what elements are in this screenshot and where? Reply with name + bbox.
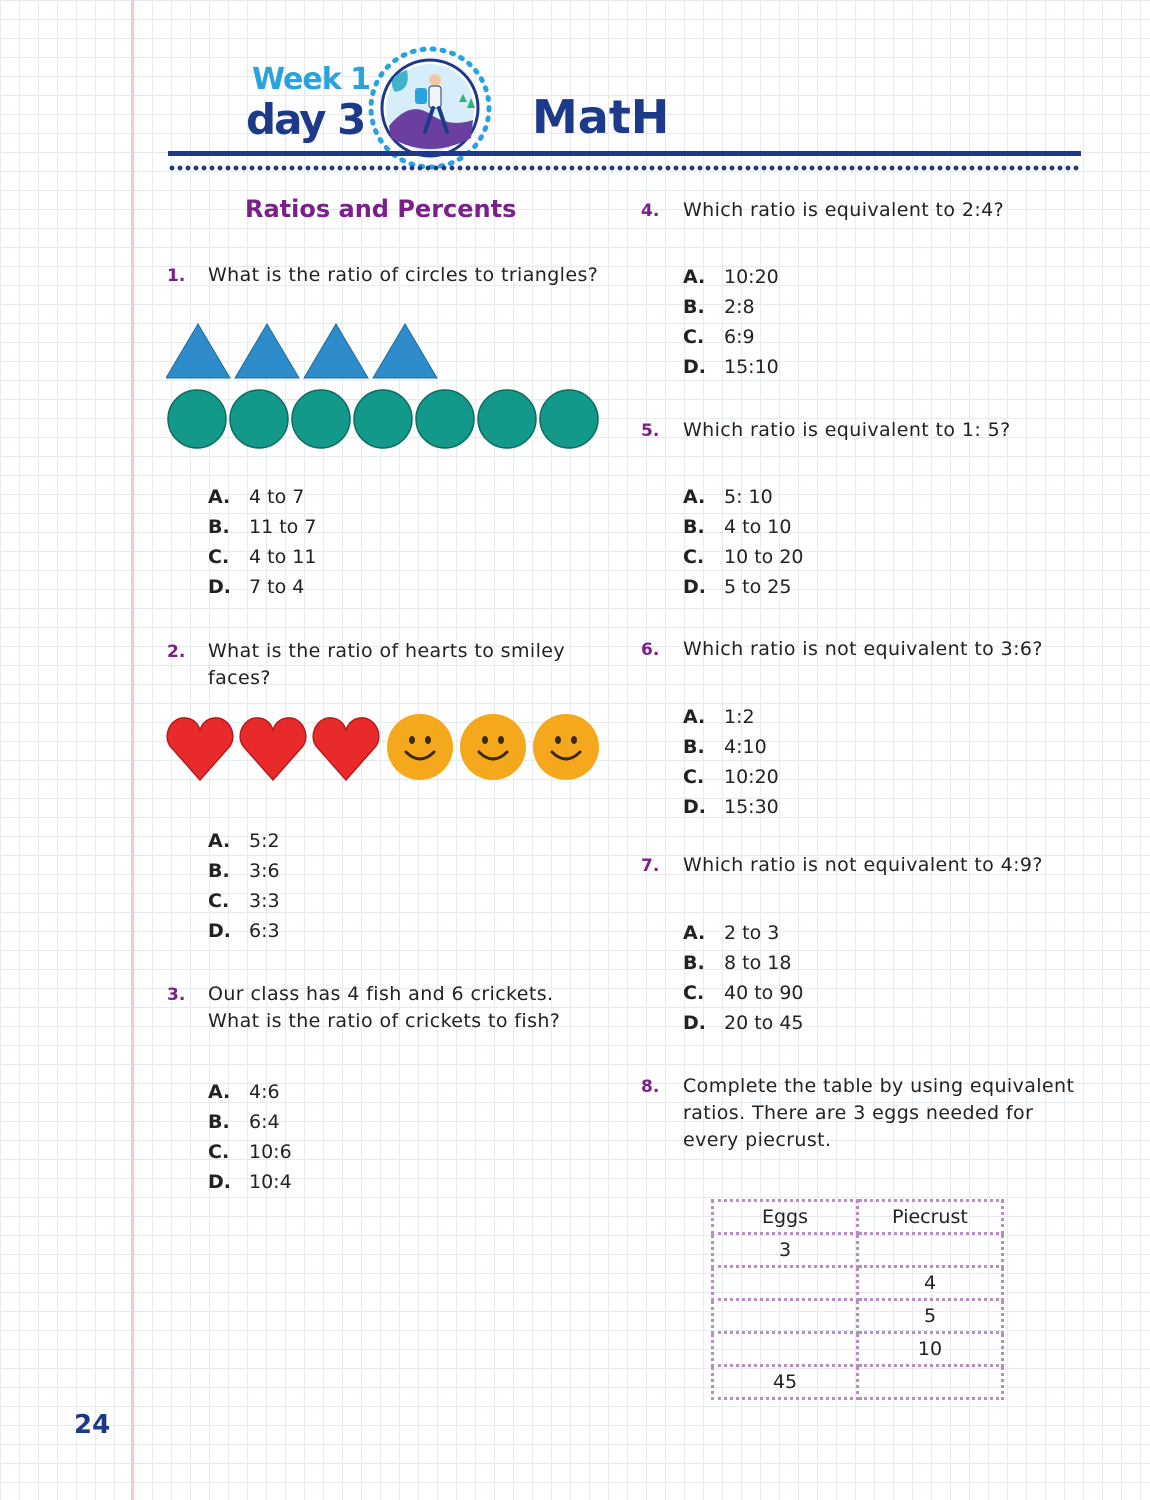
- question-6-text: Which ratio is not equivalent to 3:6?: [683, 638, 1043, 660]
- option-a[interactable]: A. 10:20: [683, 266, 779, 288]
- option-c[interactable]: C. 4 to 11: [208, 546, 317, 568]
- question-7-options: [683, 918, 804, 1038]
- question-5-number: 5.: [641, 421, 660, 441]
- circle-shape: [292, 390, 350, 448]
- option-a[interactable]: A. 2 to 3: [683, 922, 780, 944]
- question-6-options: [683, 702, 779, 822]
- option-d[interactable]: D. 6:3: [208, 920, 280, 942]
- option-d[interactable]: D. 20 to 45: [683, 1012, 804, 1034]
- circle-shape: [416, 390, 474, 448]
- question-1-shapes: [166, 320, 606, 452]
- question-1-options: [208, 482, 316, 602]
- question-4-number: 4.: [641, 201, 660, 221]
- circle-shape: [230, 390, 288, 448]
- table-row: [713, 1267, 1003, 1300]
- section-title: Ratios and Percents: [245, 195, 517, 223]
- option-b[interactable]: B. 3:6: [208, 860, 280, 882]
- question-1-number: 1.: [167, 266, 186, 286]
- question-3-text: Our class has 4 fish and 6 crickets. What is the ratio of crickets to fish?: [208, 983, 561, 1032]
- table-header-eggs: Eggs: [713, 1201, 858, 1234]
- table-cell[interactable]: 45: [713, 1366, 858, 1399]
- option-c[interactable]: C. 6:9: [683, 326, 755, 348]
- table-cell[interactable]: [713, 1267, 858, 1300]
- option-a[interactable]: A. 1:2: [683, 706, 755, 728]
- option-d[interactable]: D. 10:4: [208, 1171, 292, 1193]
- question-4-text: Which ratio is equivalent to 2:4?: [683, 199, 1005, 221]
- option-a[interactable]: A. 5: 10: [683, 486, 773, 508]
- question-3-number: 3.: [167, 985, 186, 1005]
- notebook-margin-line: [131, 0, 134, 1500]
- option-c[interactable]: C. 3:3: [208, 890, 280, 912]
- circle-shape: [540, 390, 598, 448]
- table-cell[interactable]: 4: [858, 1267, 1003, 1300]
- question-3-options: [208, 1077, 292, 1197]
- day-label: day 3: [246, 95, 365, 144]
- smiley-face-shape: [460, 714, 526, 780]
- table-cell[interactable]: 10: [858, 1333, 1003, 1366]
- option-a[interactable]: A. 5:2: [208, 830, 280, 852]
- question-5-text: Which ratio is equivalent to 1: 5?: [683, 419, 1011, 441]
- question-5-options: [683, 482, 804, 602]
- question-2-shapes: [166, 712, 606, 784]
- table-row: [713, 1366, 1003, 1399]
- option-c[interactable]: C. 10:20: [683, 766, 779, 788]
- week-label: Week 1: [252, 62, 370, 97]
- ratio-table: [711, 1199, 1004, 1400]
- header-rule: [168, 151, 1081, 156]
- question-1-text: What is the ratio of circles to triangles?: [208, 264, 599, 286]
- question-2-number: 2.: [167, 642, 186, 662]
- option-b[interactable]: B. 6:4: [208, 1111, 280, 1133]
- question-6-number: 6.: [641, 640, 660, 660]
- option-b[interactable]: B. 2:8: [683, 296, 755, 318]
- question-2-text: What is the ratio of hearts to smiley faces?: [208, 640, 565, 689]
- subject-title: MatH: [532, 90, 670, 144]
- question-2-options: [208, 826, 280, 946]
- heart-shape: [240, 718, 306, 780]
- table-cell[interactable]: [858, 1366, 1003, 1399]
- table-row: [713, 1333, 1003, 1366]
- option-b[interactable]: B. 8 to 18: [683, 952, 792, 974]
- circle-shape: [168, 390, 226, 448]
- table-cell[interactable]: [858, 1234, 1003, 1267]
- circle-shape: [354, 390, 412, 448]
- option-a[interactable]: A. 4:6: [208, 1081, 280, 1103]
- table-header-piecrust: Piecrust: [858, 1201, 1003, 1234]
- option-d[interactable]: D. 15:30: [683, 796, 779, 818]
- header-dotted-line: [168, 165, 1081, 171]
- circle-shape: [478, 390, 536, 448]
- heart-shape: [313, 718, 379, 780]
- option-b[interactable]: B. 4:10: [683, 736, 767, 758]
- triangle-shape: [166, 324, 230, 378]
- question-7-text: Which ratio is not equivalent to 4:9?: [683, 854, 1043, 876]
- question-8-text: Complete the table by using equivalent ratios. There are 3 eggs needed for every piecrust.: [683, 1075, 1075, 1151]
- option-b[interactable]: B. 11 to 7: [208, 516, 317, 538]
- question-4-options: [683, 262, 779, 382]
- table-cell[interactable]: [713, 1300, 858, 1333]
- table-row: [713, 1234, 1003, 1267]
- option-c[interactable]: C. 10:6: [208, 1141, 292, 1163]
- option-d[interactable]: D. 15:10: [683, 356, 779, 378]
- triangle-shape: [304, 324, 368, 378]
- option-b[interactable]: B. 4 to 10: [683, 516, 792, 538]
- option-d[interactable]: D. 7 to 4: [208, 576, 305, 598]
- heart-shape: [167, 718, 233, 780]
- option-a[interactable]: A. 4 to 7: [208, 486, 305, 508]
- table-row: [713, 1300, 1003, 1333]
- table-cell[interactable]: 5: [858, 1300, 1003, 1333]
- triangle-shape: [235, 324, 299, 378]
- table-cell[interactable]: [713, 1333, 858, 1366]
- page-number: 24: [74, 1410, 111, 1440]
- smiley-face-shape: [387, 714, 453, 780]
- triangle-shape: [373, 324, 437, 378]
- option-c[interactable]: C. 40 to 90: [683, 982, 804, 1004]
- option-c[interactable]: C. 10 to 20: [683, 546, 804, 568]
- table-header-row: [713, 1201, 1003, 1234]
- option-d[interactable]: D. 5 to 25: [683, 576, 792, 598]
- question-8-number: 8.: [641, 1077, 660, 1097]
- table-cell[interactable]: 3: [713, 1234, 858, 1267]
- smiley-face-shape: [533, 714, 599, 780]
- question-7-number: 7.: [641, 856, 660, 876]
